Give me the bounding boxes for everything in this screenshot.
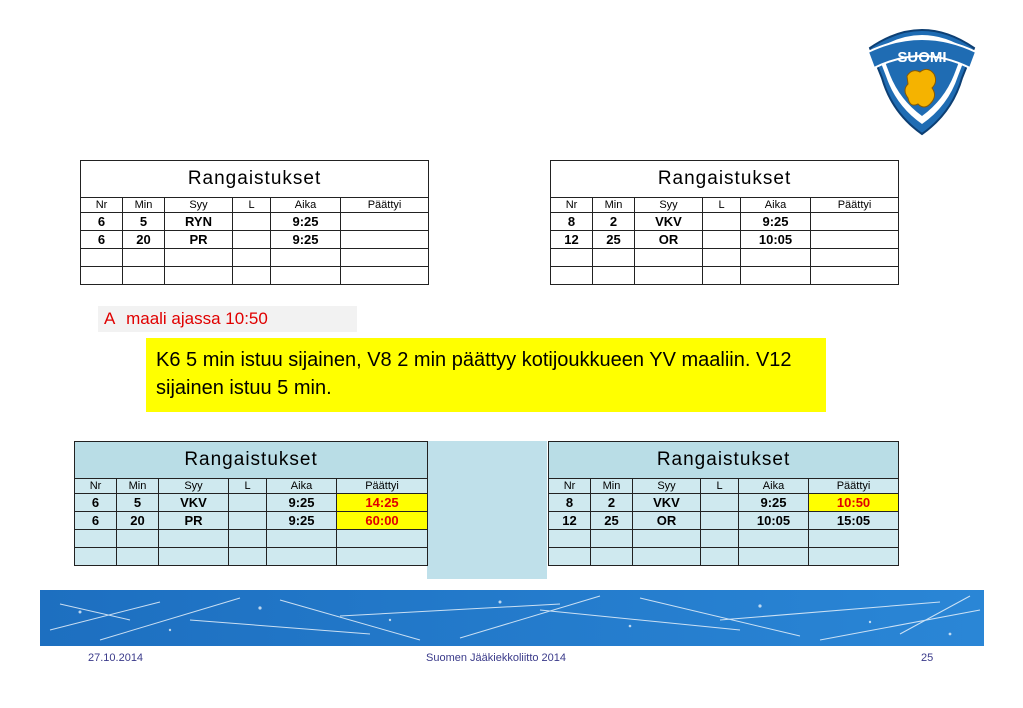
cell-paattyi xyxy=(341,231,429,249)
table-row xyxy=(75,512,428,530)
penalty-table-2 xyxy=(550,160,899,285)
footer-page-number: 25 xyxy=(921,652,934,664)
table-row-empty xyxy=(81,267,429,285)
header-aika: Aika xyxy=(271,198,341,213)
cell-nr: 6 xyxy=(75,494,117,512)
header-aika: Aika xyxy=(741,198,811,213)
goal-note xyxy=(98,306,357,332)
table-row-empty xyxy=(551,249,899,267)
header-paattyi: Päättyi xyxy=(337,479,428,494)
penalty-table-4 xyxy=(548,441,899,566)
header-nr: Nr xyxy=(75,479,117,494)
cell-l xyxy=(233,231,271,249)
cell-paattyi-highlight: 60:00 xyxy=(337,512,428,530)
background-strip xyxy=(427,441,547,579)
cell-syy: OR xyxy=(633,512,701,530)
table-title: Rangaistukset xyxy=(551,161,899,198)
header-l: L xyxy=(701,479,739,494)
table-row-empty xyxy=(549,530,899,548)
goal-text: maali ajassa 10:50 xyxy=(126,309,268,328)
header-min: Min xyxy=(593,198,635,213)
cell-aika: 9:25 xyxy=(267,494,337,512)
header-nr: Nr xyxy=(81,198,123,213)
header-syy: Syy xyxy=(633,479,701,494)
header-min: Min xyxy=(117,479,159,494)
cell-aika: 9:25 xyxy=(271,213,341,231)
table-row xyxy=(551,213,899,231)
cell-l xyxy=(701,494,739,512)
cell-nr: 8 xyxy=(549,494,591,512)
cell-syy: VKV xyxy=(159,494,229,512)
suomi-lion-logo xyxy=(862,18,982,136)
cell-min: 5 xyxy=(123,213,165,231)
header-l: L xyxy=(703,198,741,213)
cell-min: 20 xyxy=(117,512,159,530)
table-title: Rangaistukset xyxy=(81,161,429,198)
cell-min: 25 xyxy=(593,231,635,249)
cell-paattyi xyxy=(811,231,899,249)
cell-paattyi: 15:05 xyxy=(809,512,899,530)
explanation-box: K6 5 min istuu sijainen, V8 2 min päättyy kotijoukkueen YV maaliin. V12 sijainen istuu 5 min. xyxy=(146,338,826,412)
table-row xyxy=(549,494,899,512)
cell-l xyxy=(701,512,739,530)
table-row xyxy=(551,231,899,249)
table-row-empty xyxy=(81,249,429,267)
cell-min: 5 xyxy=(117,494,159,512)
cell-nr: 8 xyxy=(551,213,593,231)
header-syy: Syy xyxy=(159,479,229,494)
cell-syy: PR xyxy=(165,231,233,249)
cell-nr: 12 xyxy=(549,512,591,530)
header-syy: Syy xyxy=(635,198,703,213)
cell-paattyi-highlight: 10:50 xyxy=(809,494,899,512)
ice-scratches xyxy=(40,590,984,646)
footer-org: Suomen Jääkiekkoliitto 2014 xyxy=(426,652,567,664)
table-row xyxy=(81,213,429,231)
cell-syy: PR xyxy=(159,512,229,530)
header-aika: Aika xyxy=(267,479,337,494)
table-row-empty xyxy=(75,530,428,548)
footer-date: 27.10.2014 xyxy=(88,652,144,664)
table-row-empty xyxy=(75,548,428,566)
header-nr: Nr xyxy=(551,198,593,213)
table-row-empty xyxy=(551,267,899,285)
cell-l xyxy=(703,231,741,249)
cell-l xyxy=(229,512,267,530)
cell-paattyi xyxy=(811,213,899,231)
header-l: L xyxy=(233,198,271,213)
logo-text: SUOMI xyxy=(897,49,947,66)
cell-paattyi-highlight: 14:25 xyxy=(337,494,428,512)
header-syy: Syy xyxy=(165,198,233,213)
cell-l xyxy=(703,213,741,231)
cell-l xyxy=(229,494,267,512)
header-paattyi: Päättyi xyxy=(809,479,899,494)
cell-paattyi xyxy=(341,213,429,231)
goal-letter: A xyxy=(104,309,116,328)
header-paattyi: Päättyi xyxy=(811,198,899,213)
cell-min: 2 xyxy=(593,213,635,231)
cell-aika: 10:05 xyxy=(741,231,811,249)
header-min: Min xyxy=(591,479,633,494)
cell-nr: 6 xyxy=(81,213,123,231)
header-min: Min xyxy=(123,198,165,213)
cell-aika: 10:05 xyxy=(739,512,809,530)
cell-syy: OR xyxy=(635,231,703,249)
header-aika: Aika xyxy=(739,479,809,494)
cell-nr: 6 xyxy=(81,231,123,249)
table-title: Rangaistukset xyxy=(549,442,899,479)
header-nr: Nr xyxy=(549,479,591,494)
cell-aika: 9:25 xyxy=(267,512,337,530)
ice-texture-band xyxy=(40,590,984,646)
table-row xyxy=(549,512,899,530)
cell-aika: 9:25 xyxy=(271,231,341,249)
table-row xyxy=(75,494,428,512)
penalty-table-3 xyxy=(74,441,428,566)
cell-nr: 6 xyxy=(75,512,117,530)
header-paattyi: Päättyi xyxy=(341,198,429,213)
cell-nr: 12 xyxy=(551,231,593,249)
cell-syy: VKV xyxy=(635,213,703,231)
cell-syy: RYN xyxy=(165,213,233,231)
table-row-empty xyxy=(549,548,899,566)
cell-syy: VKV xyxy=(633,494,701,512)
table-title: Rangaistukset xyxy=(75,442,428,479)
cell-aika: 9:25 xyxy=(741,213,811,231)
penalty-table-1 xyxy=(80,160,429,285)
header-l: L xyxy=(229,479,267,494)
cell-aika: 9:25 xyxy=(739,494,809,512)
cell-min: 2 xyxy=(591,494,633,512)
cell-min: 20 xyxy=(123,231,165,249)
table-row xyxy=(81,231,429,249)
cell-l xyxy=(233,213,271,231)
cell-min: 25 xyxy=(591,512,633,530)
